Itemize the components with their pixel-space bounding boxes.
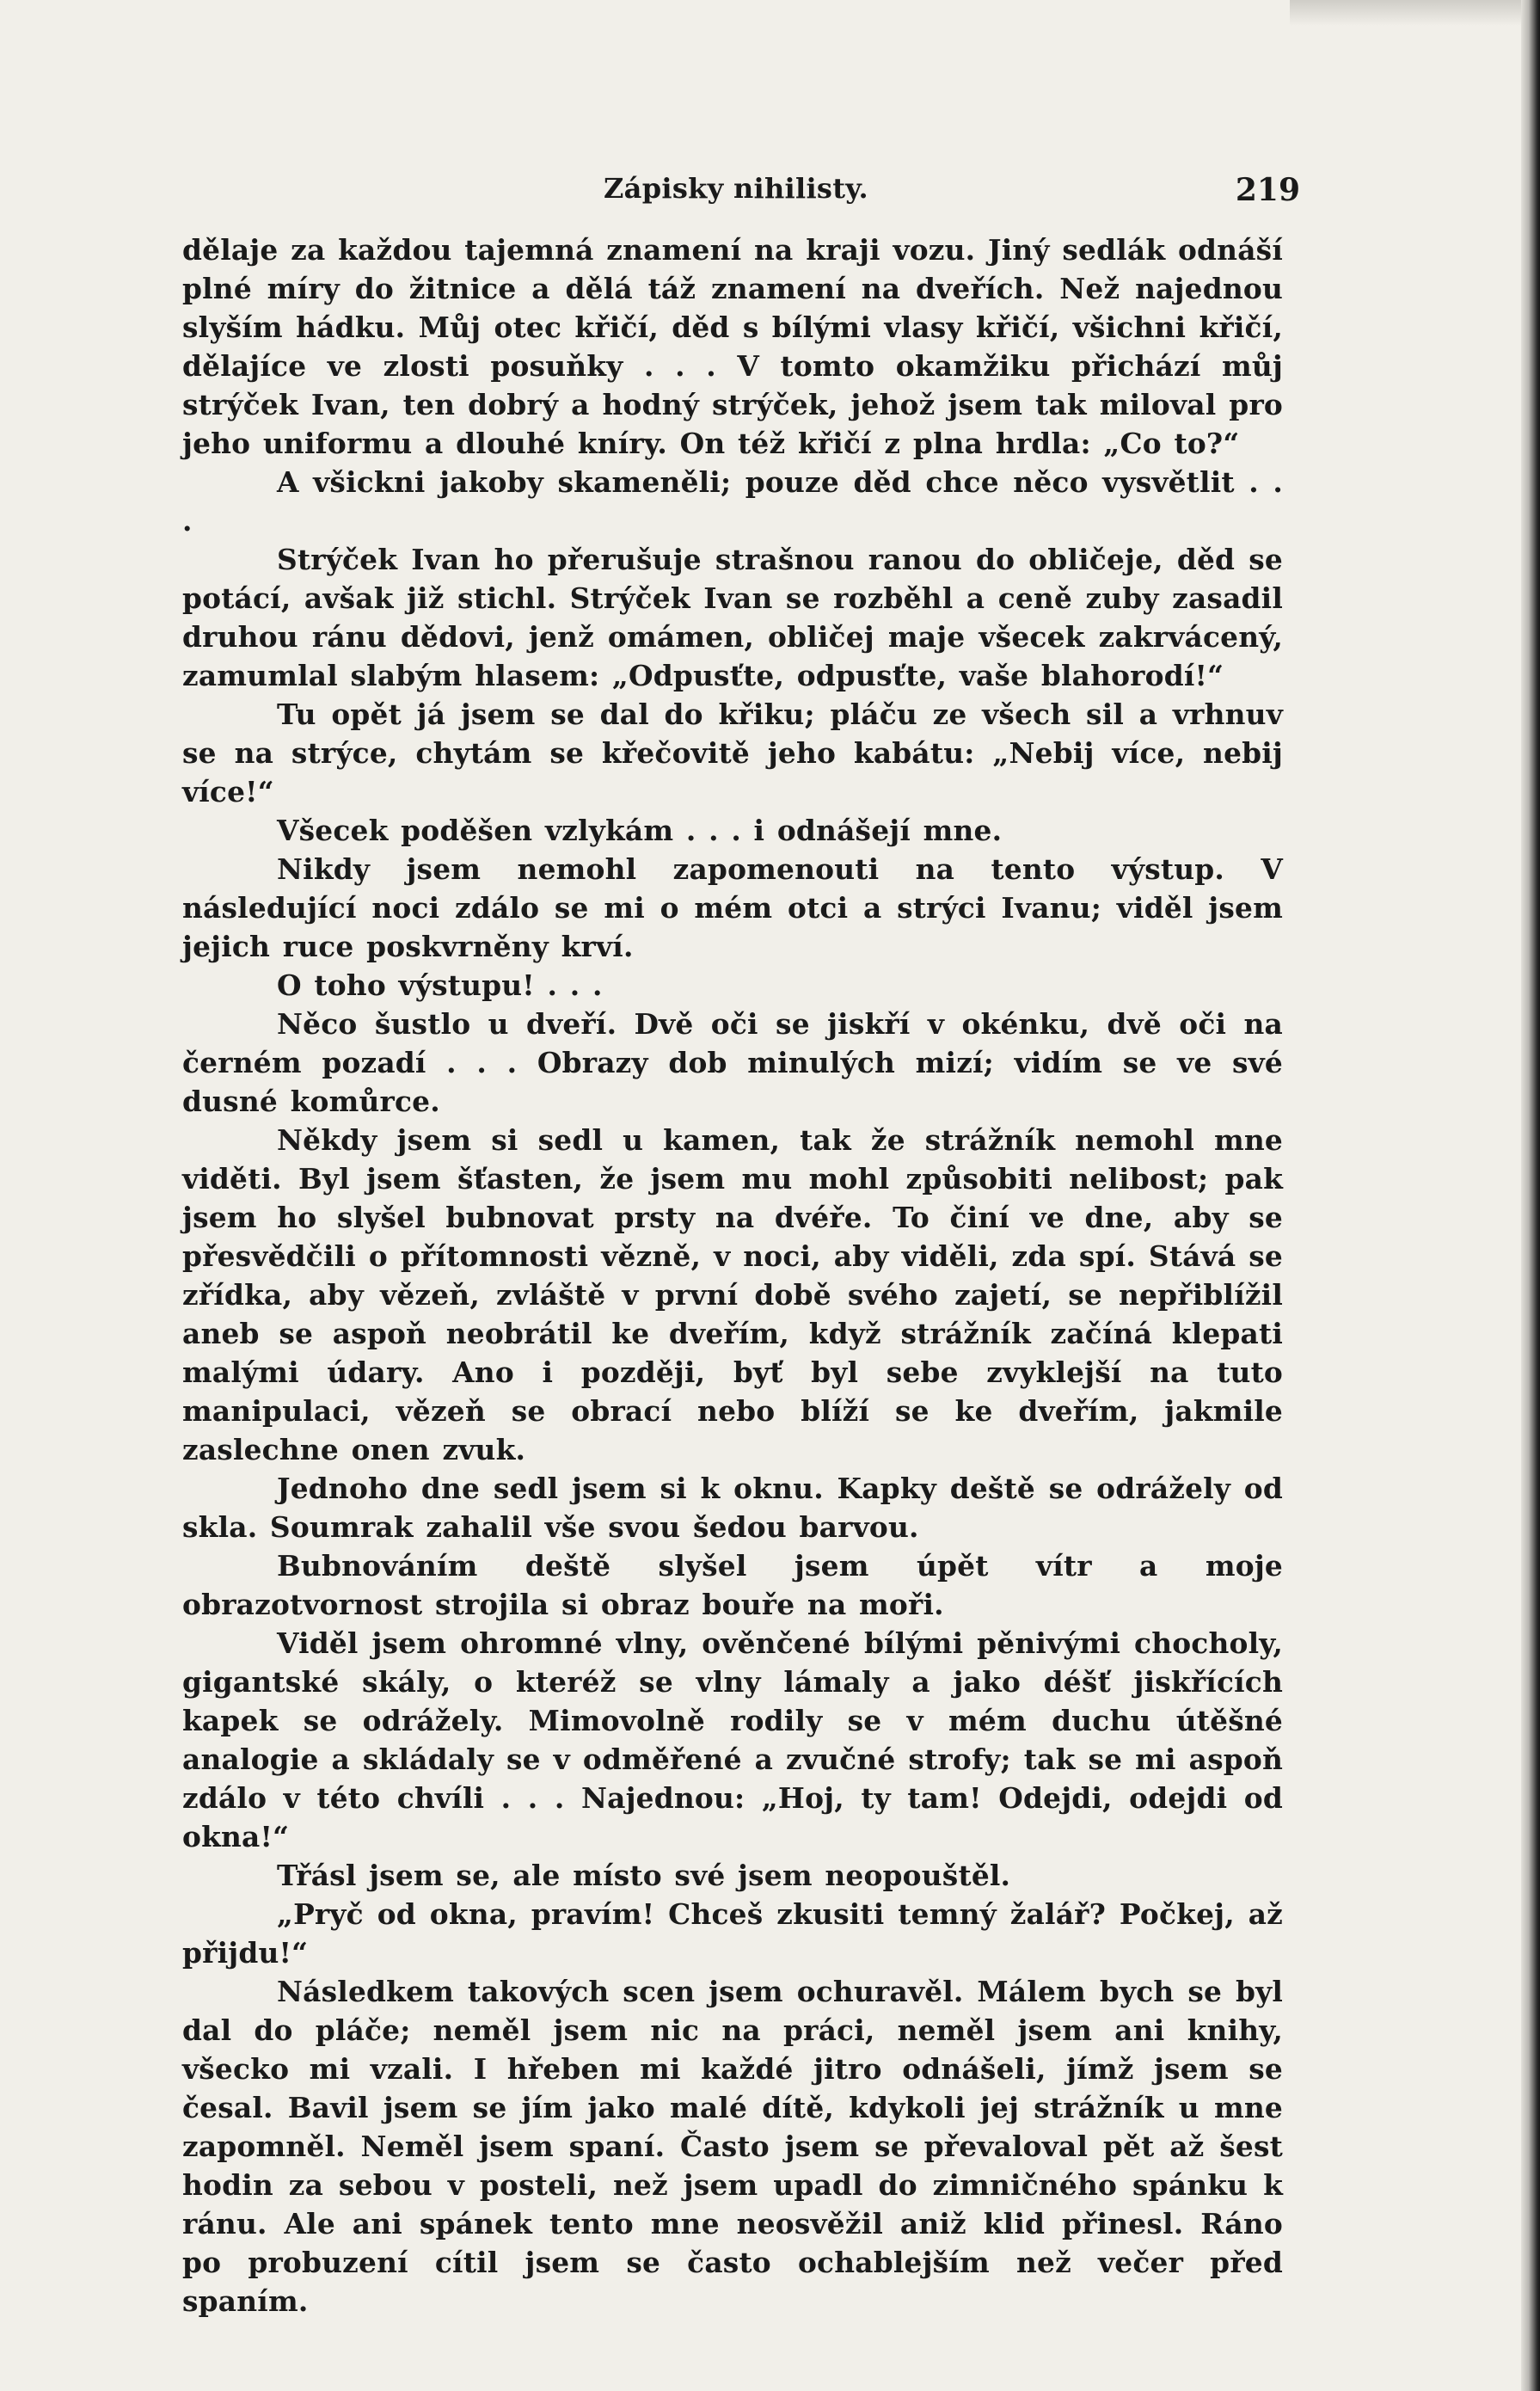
paragraph: Viděl jsem ohromné vlny, ověnčené bílými pěnivými chocholy, gigantské skály, o kteréž se vlny lámaly a jako déšť jiskřících kapek se odrážely. Mimovolně rodily se v mém duchu útěšné analogie a skládaly se v odměřené a zvučné strofy; tak se mi aspoň zdálo v této chvíli . . . Najednou: „Hoj, ty tam! Odejdi, odejdi od okna!“ (182, 1626, 1283, 1853)
paragraph: Tu opět já jsem se dal do křiku; pláču ze všech sil a vrhnuv se na strýce, chytám se křečovitě jeho kabátu: „Nebij více, nebij více!“ (182, 698, 1283, 808)
paragraph: A všickni jakoby skameněli; pouze děd chce něco vysvětlit . . . (182, 465, 1283, 538)
paragraph: Nikdy jsem nemohl zapomenouti na tento výstup. V následující noci zdálo se mi o mém otci a strýci Ivanu; viděl jsem jejich ruce poskvrněny krví. (182, 852, 1283, 963)
paragraph-continued: dělaje za každou tajemná znamení na kraji vozu. Jiný sedlák odnáší plné míry do žitnice a dělá táž znamení na dveřích. Než najednou slyším hádku. Můj otec křičí, děd s bílými vlasy křičí, všichni křičí, dělajíce ve zlosti posuňky . . . V tomto okamžiku přichází můj strýček Ivan, ten dobrý a hodný strýček, jehož jsem tak miloval pro jeho uniformu a dlouhé kníry. On též křičí z plna hrdla: „Co to?“ (182, 233, 1283, 460)
paragraph: Bubnováním deště slyšel jsem úpět vítr a moje obrazotvornost strojila si obraz bouře na moři. (182, 1549, 1283, 1621)
body-text (182, 230, 1283, 2320)
scan-edge-right (1521, 0, 1540, 2391)
paragraph: Něco šustlo u dveří. Dvě oči se jiskří v okénku, dvě oči na černém pozadí . . . Obrazy dob minulých mizí; vidím se ve své dusné komůrce. (182, 1007, 1283, 1118)
paragraph: Jednoho dne sedl jsem si k oknu. Kapky deště se odrážely od skla. Soumrak zahalil vše svou šedou barvou. (182, 1472, 1283, 1544)
paragraph: Následkem takových scen jsem ochuravěl. Málem bych se byl dal do pláče; neměl jsem nic na práci, neměl jsem ani knihy, všecko mi vzali. I hřeben mi každé jitro odnášeli, jímž jsem se česal. Bavil jsem se jím jako malé dítě, kdykoli jej strážník u mne zapomněl. Neměl jsem spaní. Často jsem se převaloval pět až šest hodin za sebou v posteli, než jsem upadl do zimničného spánku k ránu. Ale ani spánek tento mne neosvěžil aniž klid přinesl. Ráno po probuzení cítil jsem se často ochablejším než večer před spaním. (182, 1975, 1283, 2318)
page-header (182, 129, 1300, 208)
paragraph: Třásl jsem se, ale místo své jsem neopouštěl. (277, 1859, 1011, 1892)
paragraph: „Pryč od okna, pravím! Chceš zkusiti temný žalář? Počkej, až přijdu!“ (182, 1897, 1283, 1970)
paragraph: Všecek poděšen vzlykám . . . i odnášejí mne. (277, 814, 1003, 847)
book-page (182, 129, 1300, 2320)
paragraph: Strýček Ivan ho přerušuje strašnou ranou do obličeje, děd se potácí, avšak již stichl. Strýček Ivan se rozběhl a ceně zuby zasadil druhou ránu dědovi, jenž omámen, obličej maje všecek zakrvácený, zamumlal slabým hlasem: „Odpusťte, odpusťte, vaše blahorodí!“ (182, 543, 1283, 692)
paragraph: O toho výstupu! . . . (277, 968, 603, 1002)
running-title: Zápisky nihilisty. (604, 172, 868, 205)
paragraph: Někdy jsem si sedl u kamen, tak že strážník nemohl mne viděti. Byl jsem šťasten, že jsem mu mohl způsobiti nelibost; pak jsem ho slyšel bubnovat prsty na dvéře. To činí ve dne, aby se přesvědčili o přítomnosti vězně, v noci, aby viděli, zda spí. Stává se zřídka, aby vězeň, zvláště v první době svého zajetí, se nepřiblížil aneb se aspoň neobrátil ke dveřím, když strážník začíná klepati malými údary. Ano i později, byť byl sebe zvyklejší na tuto manipulaci, vězeň se obrací nebo blíží se ke dveřím, jakmile zaslechne onen zvuk. (182, 1123, 1283, 1466)
page-number: 219 (1235, 172, 1300, 208)
scan-shadow-top (1290, 0, 1540, 26)
